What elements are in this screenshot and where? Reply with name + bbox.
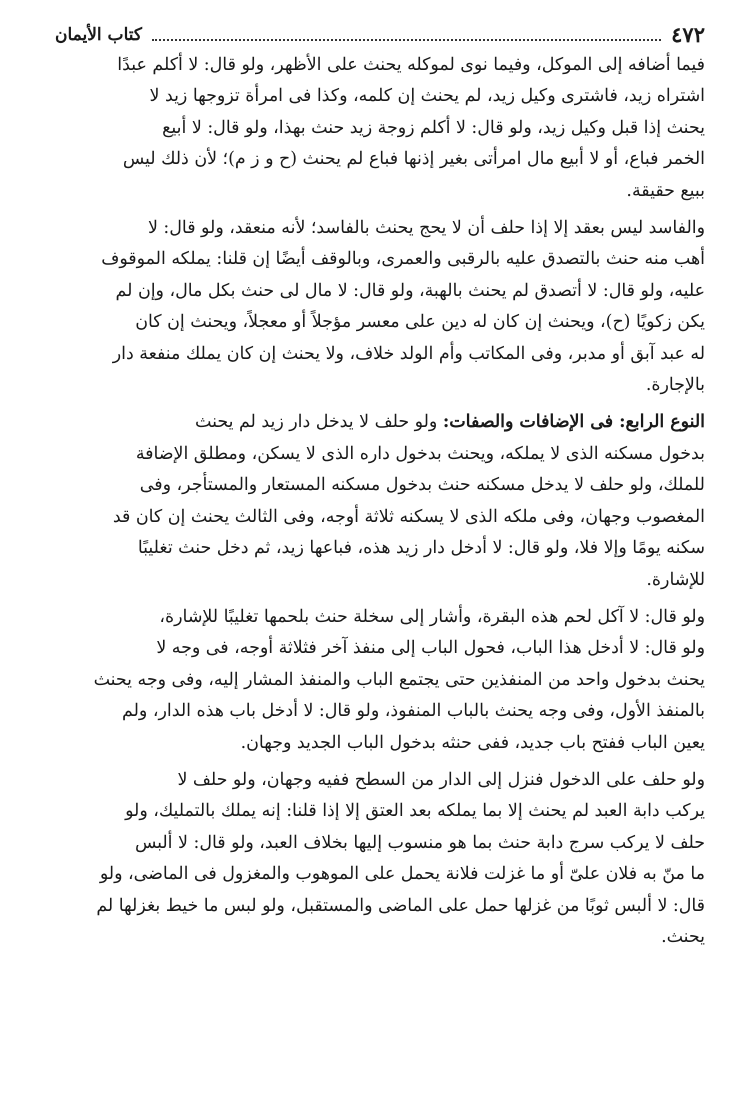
text-line: يعين الباب ففتح باب جديد، ففى حنثه بدخول الباب الجديد وجهان.: [240, 732, 705, 753]
chapter-title: كتاب الأيمان: [55, 25, 142, 45]
header-leader-dots: [152, 39, 661, 41]
text-line: سكنه يومًا وإلا فلا، ولو قال: لا أدخل دار زيد هذه، فباعها زيد، ثم دخل حنث تغليبًا: [137, 538, 705, 559]
book-page: [55, 22, 705, 959]
text-line: بدخول مسكنه الذى لا يملكه، ويحنث بدخول داره الذى لا يسكن، ومطلق الإضافة: [135, 443, 705, 464]
text-line: فيما أضافه إلى الموكل، وفيما نوى لموكله يحنث على الأظهر، ولو قال: لا أكلم عبدًا: [117, 55, 705, 75]
text-line: ولو حلف على الدخول فنزل إلى الدار من السطح ففيه وجهان، ولو حلف لا: [177, 769, 705, 790]
text-line: يحنث.: [661, 926, 705, 947]
paragraph-2: [55, 213, 705, 401]
page-number: ٤٧٢: [671, 22, 705, 47]
text-line: يحنث بدخول واحد من المنفذين حتى يجتمع الباب والمنفذ المشار إليه، وفى وجه يحنث: [93, 669, 705, 690]
section-heading: النوع الرابع: فى الإضافات والصفات:: [442, 412, 705, 433]
paragraph-4: [55, 602, 705, 759]
text-line: المغصوب وجهان، وفى ملكه الذى لا يسكنه ثلاثة أوجه، وفى الثالث يحنث إن كان قد: [112, 506, 705, 527]
text-line: يحنث إذا قبل وكيل زيد، ولو قال: لا أكلم زوجة زيد حنث بهذا، ولو قال: لا أبيع: [162, 117, 705, 138]
text-line: يركب دابة العبد لم يحنث إلا بما يملكه بعد العتق إلا إذا قلنا: إنه يملك بالتمليك، ولو: [125, 801, 705, 822]
paragraph-1: [55, 50, 705, 207]
text-line: الخمر فباع، أو لا أبيع مال امرأتى بغير إذنها فباع لم يحنث (ح و ز م)؛ لأن ذلك ليس: [122, 149, 705, 170]
text-line: عليه، ولو قال: لا أتصدق لم يحنث بالهبة، ولو قال: لا مال لى حنث بكل مال، وإن لم: [115, 280, 705, 301]
running-header: [55, 22, 705, 48]
text-line: قال: لا ألبس ثوبًا من غزلها حمل على الماضى والمستقبل، ولو لبس ما خيط بغزلها لم: [96, 895, 705, 916]
paragraph-5: [55, 765, 705, 953]
text-line: للملك، ولو حلف لا يدخل مسكنه حنث بدخول مسكنه المستعار والمستأجر، وفى: [139, 475, 705, 496]
text-line: ولو قال: لا آكل لحم هذه البقرة، وأشار إلى سخلة حنث بلحمها تغليبًا للإشارة،: [159, 606, 705, 627]
text-line: ما منّ به فلان علىّ أو ما غزلت فلانة يحمل على الموهوب والمغزول فى الماضى، ولو: [99, 864, 705, 885]
text-line: يكن زكويًا (ح)، ويحنث إن كان له دين على معسر مؤجلاً أو معجلاً، ويحنث إن كان: [135, 312, 705, 333]
text-line: [55, 407, 705, 438]
text-line: بالمنفذ الأول، وفى وجه يحنث بالباب المنفوذ، ولو قال: لا أدخل باب هذه الدار، ولم: [122, 701, 705, 722]
text-line: له عبد آبق أو مدبر، وفى المكاتب وأم الولد خلاف، ولا يحنث إن كان يملك منفعة دار: [112, 343, 705, 364]
text-line: والفاسد ليس بعقد إلا إذا حلف أن لا يحج يحنث بالفاسد؛ لأنه منعقد، ولو قال: لا: [147, 218, 705, 239]
text-line: أهب منه حنث بالتصدق عليه بالرقبى والعمرى، وبالوقف أيضًا إن قلنا: يملكه الموقوف: [101, 249, 705, 270]
text-line: ولو قال: لا أدخل هذا الباب، فحول الباب إلى منفذ آخر فثلاثة أوجه، فى وجه لا: [156, 638, 705, 659]
text-line: حلف لا يركب سرج دابة حنث بما هو منسوب إليها بخلاف العبد، ولو قال: لا ألبس: [134, 832, 705, 853]
text-line-rest: ولو حلف لا يدخل دار زيد لم يحنث: [195, 412, 443, 433]
text-line: للإشارة.: [646, 569, 705, 590]
text-line: ببيع حقيقة.: [626, 180, 705, 201]
paragraph-3: [55, 407, 705, 595]
text-line: بالإجارة.: [645, 375, 705, 396]
text-line: اشتراه زيد، فاشترى وكيل زيد، لم يحنث إن كلمه، وكذا فى امرأة تزوجها زيد لا: [149, 86, 705, 107]
